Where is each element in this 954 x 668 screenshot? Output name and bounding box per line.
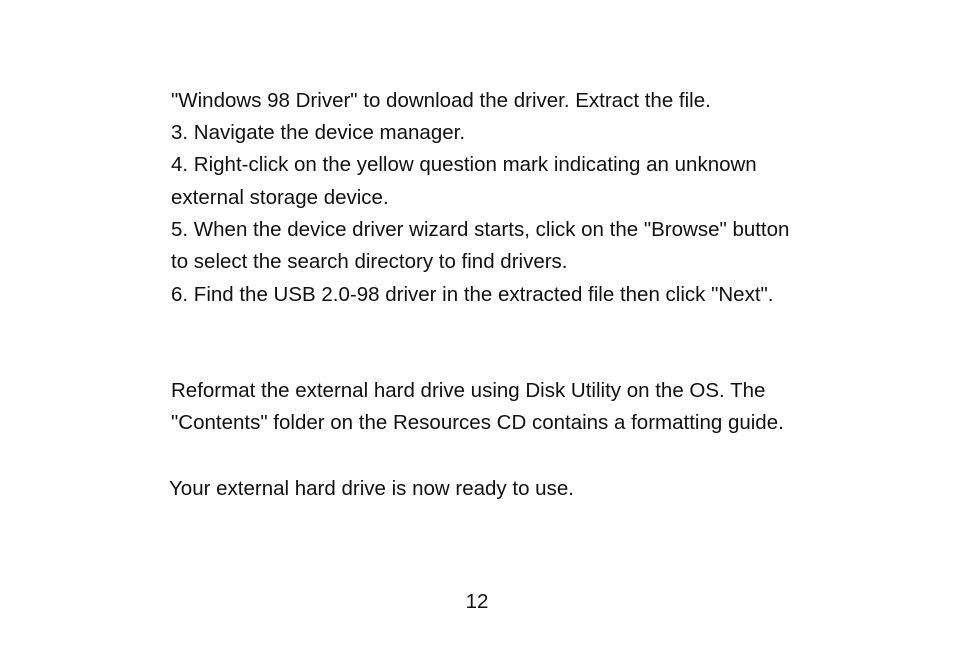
step-4-line-1: 4. Right-click on the yellow question mark indicating an unknown [171, 153, 757, 176]
step-4-line-2: external storage device. [171, 186, 389, 209]
closing-sentence: Your external hard drive is now ready to use. [169, 477, 574, 500]
mac-instruction-line-2: "Contents" folder on the Resources CD contains a formatting guide. [171, 411, 784, 434]
page-number: 12 [465, 590, 489, 613]
step-2-continuation: "Windows 98 Driver" to download the driver. Extract the file. [171, 89, 711, 112]
step-3: 3. Navigate the device manager. [171, 121, 466, 144]
step-5-line-1: 5. When the device driver wizard starts, click on the "Browse" button [171, 218, 790, 241]
step-6: 6. Find the USB 2.0-98 driver in the extracted file then click "Next". [171, 283, 774, 306]
step-5-line-2: to select the search directory to find drivers. [171, 250, 568, 273]
mac-instruction-line-1: Reformat the external hard drive using Disk Utility on the OS. The [171, 379, 766, 402]
